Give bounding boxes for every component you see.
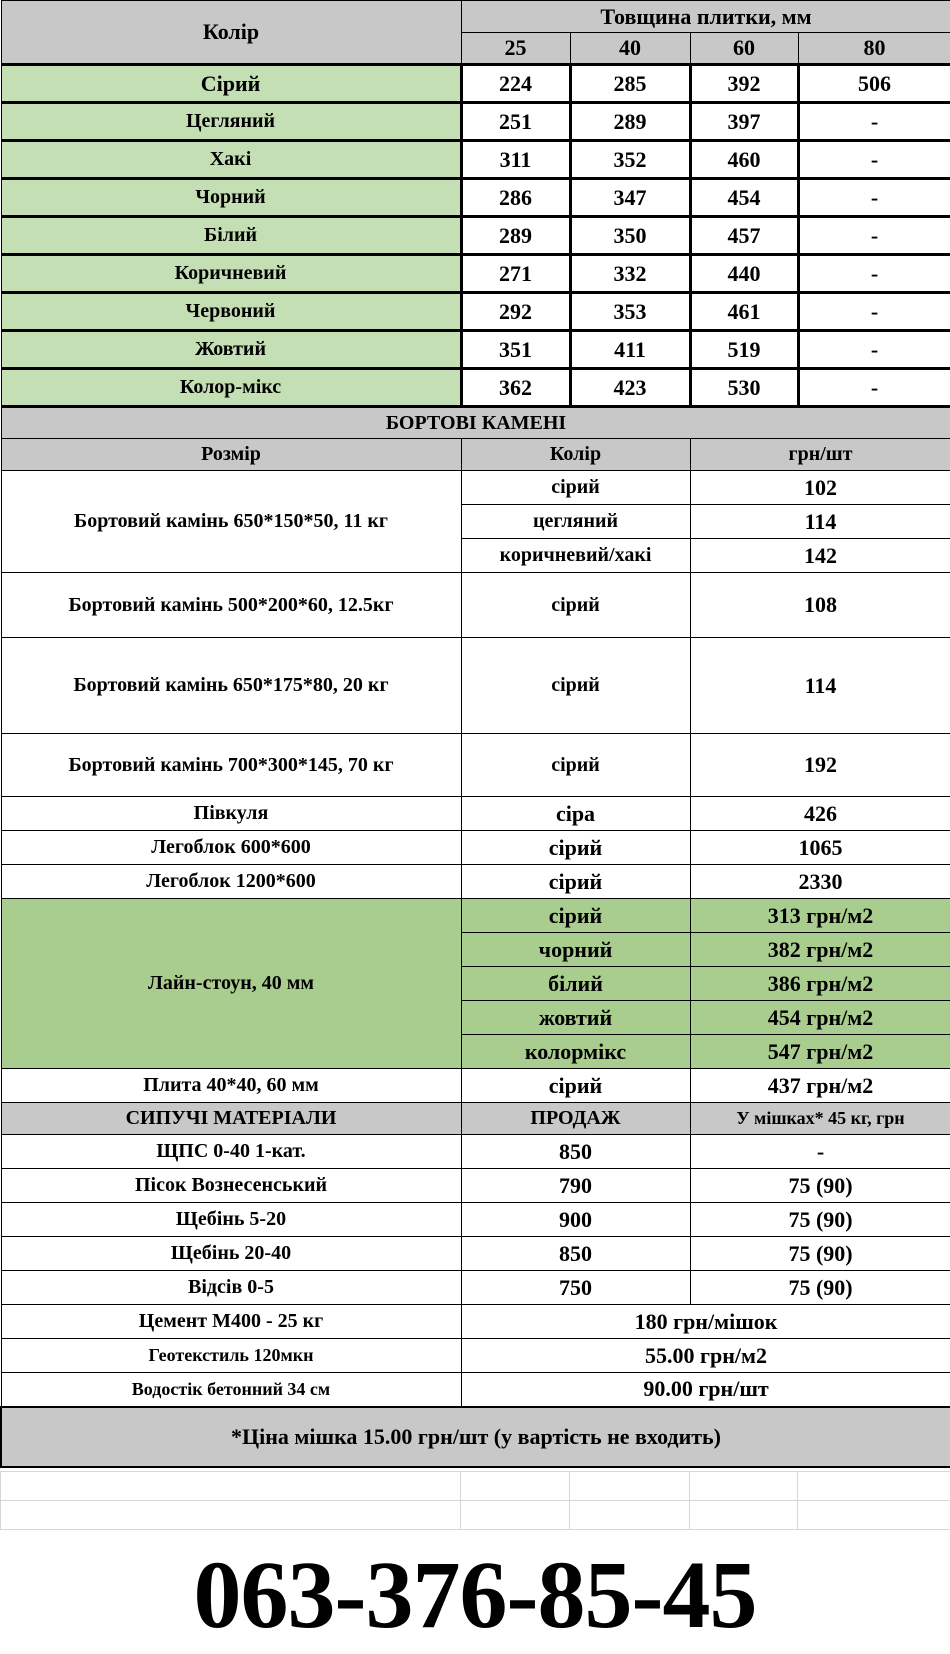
tile-price: 271: [461, 255, 570, 293]
tile-price: 350: [570, 217, 690, 255]
tile-price: 224: [461, 65, 570, 103]
linestone-color: білий: [461, 967, 690, 1001]
tile-price: -: [798, 179, 950, 217]
curb-price: 102: [690, 471, 950, 505]
bulk-bag-header: У мішках* 45 кг, грн: [690, 1103, 950, 1135]
tile-row: [1, 331, 950, 369]
tile-price: 506: [798, 65, 950, 103]
bulk-sale-header: ПРОДАЖ: [461, 1103, 690, 1135]
linestone-color: жовтий: [461, 1001, 690, 1035]
curb-color: коричневий/хакі: [461, 539, 690, 573]
bulk-row: [1, 1237, 950, 1271]
other-price: 180 грн/мішок: [461, 1305, 950, 1339]
tile-row: [1, 141, 950, 179]
tile-row: [1, 369, 950, 407]
curb-price: 426: [690, 797, 950, 831]
curb-row: [1, 831, 950, 865]
plate-color: сірий: [461, 1069, 690, 1103]
tile-price: -: [798, 293, 950, 331]
thickness-25: 25: [461, 33, 570, 65]
bulk-row: [1, 1203, 950, 1237]
tile-color: Червоний: [1, 293, 461, 331]
tile-price: 362: [461, 369, 570, 407]
curb-color: сірий: [461, 471, 690, 505]
tile-price: 352: [570, 141, 690, 179]
bulk-bag: 75 (90): [690, 1169, 950, 1203]
tile-price: 351: [461, 331, 570, 369]
linestone-price: 547 грн/м2: [690, 1035, 950, 1069]
thickness-80: 80: [798, 33, 950, 65]
bag-note: *Ціна мішка 15.00 грн/шт (у вартість не входить): [1, 1407, 950, 1467]
other-row: [1, 1305, 950, 1339]
curb-color: сірий: [461, 573, 690, 638]
tile-price: -: [798, 103, 950, 141]
tile-row: [1, 293, 950, 331]
bulk-bag: -: [690, 1135, 950, 1169]
curb-price: 1065: [690, 831, 950, 865]
linestone-row: [1, 899, 950, 933]
bulk-name: ЩПС 0-40 1-кат.: [1, 1135, 461, 1169]
bulk-name: Пісок Вознесенський: [1, 1169, 461, 1203]
other-price: 90.00 грн/шт: [461, 1373, 950, 1407]
tile-price: 454: [690, 179, 798, 217]
phone-number[interactable]: 063-376-85-45: [193, 1541, 757, 1648]
thickness-header: Товщина плитки, мм: [461, 1, 950, 33]
tile-price: 457: [690, 217, 798, 255]
curb-price: 108: [690, 573, 950, 638]
bulk-row: [1, 1135, 950, 1169]
tile-price: 530: [690, 369, 798, 407]
tile-price: 347: [570, 179, 690, 217]
curb-name: Бортовий камінь 500*200*60, 12.5кг: [1, 573, 461, 638]
tile-color: Хакі: [1, 141, 461, 179]
curb-color: сіра: [461, 797, 690, 831]
curb-name: Півкуля: [1, 797, 461, 831]
linestone-color: сірий: [461, 899, 690, 933]
linestone-price: 454 грн/м2: [690, 1001, 950, 1035]
color-header: Колір: [1, 1, 461, 65]
curbs-price-header: грн/шт: [690, 439, 950, 471]
thickness-40: 40: [570, 33, 690, 65]
bulk-sale: 900: [461, 1203, 690, 1237]
tile-price: 332: [570, 255, 690, 293]
curb-name: Бортовий камінь 700*300*145, 70 кг: [1, 734, 461, 797]
bulk-name: Відсів 0-5: [1, 1271, 461, 1305]
tile-color: Сірий: [1, 65, 461, 103]
linestone-name: Лайн-стоун, 40 мм: [1, 899, 461, 1069]
curbs-size-header: Розмір: [1, 439, 461, 471]
tile-price: 519: [690, 331, 798, 369]
other-name: Цемент М400 - 25 кг: [1, 1305, 461, 1339]
linestone-color: чорний: [461, 933, 690, 967]
curb-price: 114: [690, 638, 950, 734]
empty-grid: [0, 1471, 950, 1530]
tile-price: -: [798, 331, 950, 369]
tile-price: -: [798, 255, 950, 293]
bulk-row: [1, 1169, 950, 1203]
tile-price: 251: [461, 103, 570, 141]
tile-color: Колор-мікс: [1, 369, 461, 407]
plate-price: 437 грн/м2: [690, 1069, 950, 1103]
curb-name: Бортовий камінь 650*150*50, 11 кг: [1, 471, 461, 573]
tile-price: 311: [461, 141, 570, 179]
bulk-sale: 750: [461, 1271, 690, 1305]
tile-price: 285: [570, 65, 690, 103]
curb-row: [1, 573, 950, 638]
linestone-color: колормікс: [461, 1035, 690, 1069]
curb-name: Бортовий камінь 650*175*80, 20 кг: [1, 638, 461, 734]
other-name: Водостік бетонний 34 см: [1, 1373, 461, 1407]
tile-price: 289: [461, 217, 570, 255]
tile-price: 353: [570, 293, 690, 331]
curb-row: [1, 638, 950, 734]
curb-color: сірий: [461, 831, 690, 865]
curb-color: сірий: [461, 865, 690, 899]
curb-name: Легоблок 1200*600: [1, 865, 461, 899]
bulk-name: Щебінь 5-20: [1, 1203, 461, 1237]
linestone-price: 382 грн/м2: [690, 933, 950, 967]
curbs-color-header: Колір: [461, 439, 690, 471]
tile-price: -: [798, 141, 950, 179]
linestone-price: 386 грн/м2: [690, 967, 950, 1001]
bulk-header: СИПУЧІ МАТЕРІАЛИ: [1, 1103, 461, 1135]
curb-row: [1, 734, 950, 797]
tile-price: 411: [570, 331, 690, 369]
curb-price: 114: [690, 505, 950, 539]
curb-price: 2330: [690, 865, 950, 899]
curb-row: [1, 797, 950, 831]
curb-price: 142: [690, 539, 950, 573]
other-name: Геотекстиль 120мкн: [1, 1339, 461, 1373]
tile-row: [1, 179, 950, 217]
other-row: [1, 1339, 950, 1373]
plate-name: Плита 40*40, 60 мм: [1, 1069, 461, 1103]
tile-color: Чорний: [1, 179, 461, 217]
bulk-sale: 790: [461, 1169, 690, 1203]
tile-price: 392: [690, 65, 798, 103]
bulk-bag: 75 (90): [690, 1203, 950, 1237]
tile-price: -: [798, 369, 950, 407]
other-row: [1, 1373, 950, 1407]
tile-color: Білий: [1, 217, 461, 255]
curb-color: сірий: [461, 734, 690, 797]
bulk-sale: 850: [461, 1237, 690, 1271]
tile-row: [1, 217, 950, 255]
tile-row: [1, 103, 950, 141]
curb-row: [1, 865, 950, 899]
tile-price: 423: [570, 369, 690, 407]
other-price: 55.00 грн/м2: [461, 1339, 950, 1373]
tile-price: 292: [461, 293, 570, 331]
bulk-row: [1, 1271, 950, 1305]
bulk-sale: 850: [461, 1135, 690, 1169]
tile-price: 397: [690, 103, 798, 141]
curb-color: сірий: [461, 638, 690, 734]
linestone-price: 313 грн/м2: [690, 899, 950, 933]
bulk-name: Щебінь 20-40: [1, 1237, 461, 1271]
bulk-bag: 75 (90): [690, 1271, 950, 1305]
tile-price: 440: [690, 255, 798, 293]
curb-price: 192: [690, 734, 950, 797]
tile-price: 286: [461, 179, 570, 217]
plate-row: [1, 1069, 950, 1103]
bulk-bag: 75 (90): [690, 1237, 950, 1271]
tile-price: 461: [690, 293, 798, 331]
thickness-60: 60: [690, 33, 798, 65]
tile-row: [1, 255, 950, 293]
tile-color: Жовтий: [1, 331, 461, 369]
curbs-title: БОРТОВІ КАМЕНІ: [1, 407, 950, 439]
tile-row: [1, 65, 950, 103]
curb-color: цегляний: [461, 505, 690, 539]
tile-price: -: [798, 217, 950, 255]
curb-name: Легоблок 600*600: [1, 831, 461, 865]
tile-color: Цегляний: [1, 103, 461, 141]
tile-color: Коричневий: [1, 255, 461, 293]
tile-price: 460: [690, 141, 798, 179]
tile-price: 289: [570, 103, 690, 141]
curb-row: [1, 471, 950, 505]
